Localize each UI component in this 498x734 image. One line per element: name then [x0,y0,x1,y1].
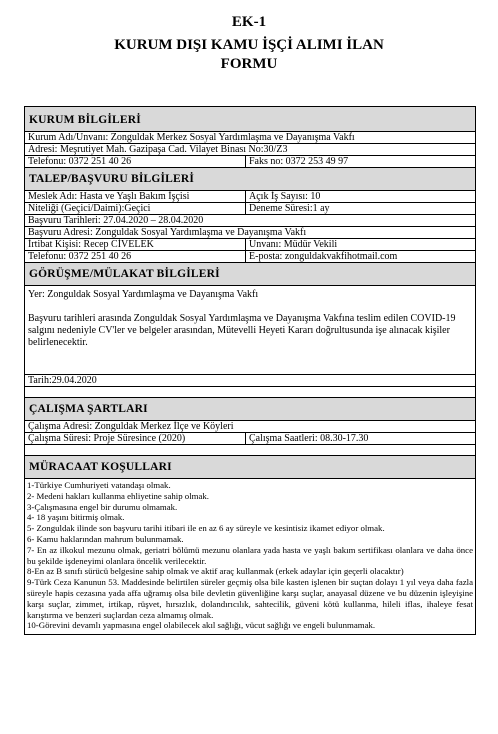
row-gorusme-tarih [25,374,475,386]
muracaat-list [25,478,475,634]
unvani: Unvanı: Müdür Vekili [249,239,338,250]
kurum-adres: Adresi: Meşrutiyet Mah. Gazipaşa Cad. Vilayet Binası No:30/Z3 [28,144,288,155]
section-talep-title: TALEP/BAŞVURU BİLGİLERİ [25,167,475,190]
kurum-faks: Faks no: 0372 253 49 97 [249,156,349,167]
form-table [24,106,476,635]
kurum-adi: Kurum Adı/Unvanı: Zonguldak Merkez Sosyal Yardımlaşma ve Dayanışma Vakfı [28,132,355,143]
basvuru-adresi: Başvuru Adresi: Zonguldak Sosyal Yardımlaşma ve Dayanışma Vakfı [28,227,307,238]
muracaat-item: 8-En az B sınıfı sürücü belgesine sahip olmak ve aktif araç kullanmak (erkek adaylar için geçerli olacaktır) [27,566,404,577]
section-calisma-title: ÇALIŞMA ŞARTLARI [25,397,475,420]
irtibat-kisisi: İrtibat Kişisi: Recep CİVELEK [25,239,246,250]
row-meslek [25,190,475,202]
muracaat-item: 3-Çalışmasına engel bir durumu olmamak. [27,501,178,512]
row-kurum-adres [25,143,475,155]
row-basvuru-tarihleri [25,214,475,226]
spacer-row [25,444,475,455]
row-calisma-sure [25,432,475,444]
form-code: EK-1 [231,14,267,30]
row-irtibat [25,238,475,250]
row-kurum-adi [25,131,475,143]
gorusme-tarih: Tarih:29.04.2020 [28,375,97,386]
calisma-suresi: Çalışma Süresi: Proje Süresince (2020) [25,433,246,444]
gorusme-yer: Yer: Zonguldak Sosyal Yardımlaşma ve Dayanışma Vakfı [28,289,259,300]
row-kurum-iletisim [25,155,475,167]
calisma-adresi: Çalışma Adresi: Zonguldak Merkez İlçe ve Köyleri [28,421,234,432]
acik-is-sayisi: Açık İş Sayısı: 10 [249,191,321,202]
form-title: KURUM DIŞI KAMU İŞÇİ ALIMI İLAN [114,37,384,53]
gorusme-aciklama: Başvuru tarihleri arasında Zonguldak Sosyal Yardımlaşma ve Dayanışma Vakfına teslim edilen COVID-19 salgını nedeniyle CV'ler ve belgeler arasından, Mütevelli Heyeti Kararı doğrultusunda işe alınacak kişiler belirlenecektir. [28,313,456,348]
section-kurum-title: KURUM BİLGİLERİ [25,107,475,131]
muracaat-item: 6- Kamu haklarından mahrum bulunmamak. [27,533,184,544]
talep-eposta: E-posta: zonguldakvakfihotmail.com [249,251,398,262]
gorusme-body [25,285,475,374]
row-nitelik [25,202,475,214]
muracaat-item: 2- Medeni hakları kullanma ehliyetine sahip olmak. [27,490,209,501]
deneme-suresi: Deneme Süresi:1 ay [249,203,330,214]
form-title-line2: FORMU [220,56,278,72]
muracaat-item: 9-Türk Ceza Kanunun 53. Maddesinde belirtilen süreler geçmiş olsa bile kasten işlenen bir suçtan dolayı 1 yıl veya daha fazla süreyle hapis cezasına yada affa uğramış olsa bile devletin güvenliğine karşı suçlar, anayasal düzene ve bu düzenin işleyişine karşı suçlar, zimmet, irtikap, rüşvet, hırsızlık, dolandırıcılık, sahtecilik, güveni kötü kullanma, hileli iflas, ihaleye fesat karıştırma ve benzeri suçlardan ceza almamış olmak. [27,577,473,620]
niteligi: Niteliği (Geçici/Daimi):Geçici [25,203,246,214]
muracaat-item: 1-Türkiye Cumhuriyeti vatandaşı olmak. [27,480,171,490]
talep-telefon: Telefonu: 0372 251 40 26 [25,251,246,262]
row-calisma-adresi [25,420,475,432]
section-gorusme-title: GÖRÜŞME/MÜLAKAT BİLGİLERİ [25,262,475,285]
calisma-saatleri: Çalışma Saatleri: 08.30-17.30 [249,433,369,444]
muracaat-item: 7- En az ilkokul mezunu olmak, geriatri bölümü mezunu olanlara yada hasta ve yaşlı bakım sertifikası olanlara ve daha önce bu şekilde işdeneyimi olanlara öncelik verilecektir. [27,544,473,566]
section-muracaat-title: MÜRACAAT KOŞULLARI [25,455,475,478]
kurum-telefon: Telefonu: 0372 251 40 26 [25,156,246,167]
spacer-row [25,386,475,397]
row-talep-iletisim [25,250,475,262]
muracaat-item: 4- 18 yaşını bitirmiş olmak. [27,512,125,523]
basvuru-tarihleri: Başvuru Tarihleri: 27.04.2020 – 28.04.2020 [28,215,204,226]
muracaat-item: 10-Görevini devamlı yapmasına engel olabilecek akıl sağlığı, vücut sağlığı ve engeli bulunmamak. [27,620,376,631]
row-basvuru-adresi [25,226,475,238]
meslek-adi: Meslek Adı: Hasta ve Yaşlı Bakım İşçisi [25,191,246,202]
muracaat-item: 5- Zonguldak ilinde son başvuru tarihi itibari ile en az 6 ay süreyle ve kesintisiz ikamet ediyor olmak. [27,523,385,534]
